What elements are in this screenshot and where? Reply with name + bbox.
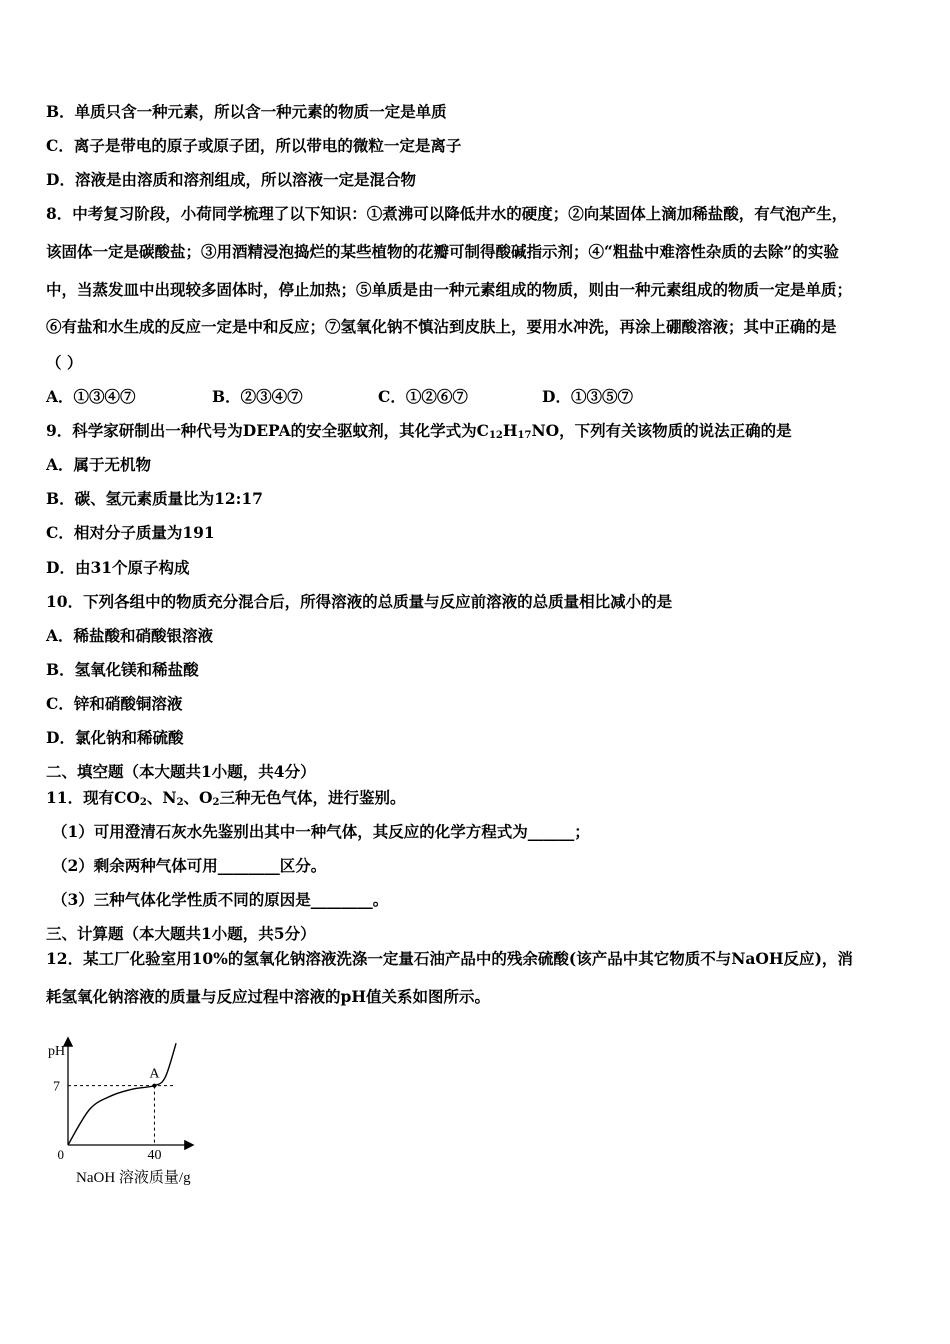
q9-option-d: D．由31个原子构成 [46, 558, 190, 577]
q9-option-b: B．碳、氢元素质量比为12:17 [46, 489, 263, 508]
q11-part-3: （3）三种气体化学性质不同的原因是________。 [52, 890, 389, 909]
q10-option-a: A．稀盐酸和硝酸银溶液 [46, 626, 214, 645]
x-axis-label: NaOH 溶液质量/g [76, 1170, 191, 1186]
point-a-marker [152, 1084, 156, 1088]
q10-option-c: C．锌和硝酸铜溶液 [46, 694, 183, 713]
q11-part-1: （1）可用澄清石灰水先鉴别出其中一种气体，其反应的化学方程式为______； [52, 822, 590, 841]
ph-titration-chart [40, 1035, 230, 1195]
y-tick-label: 7 [53, 1079, 60, 1095]
q8-answer-blank: （ ） [46, 353, 83, 372]
section-fill-in-heading: 二、填空题（本大题共1小题，共4分） [46, 762, 316, 781]
q7-option-d: D．溶液是由溶质和溶剂组成，所以溶液一定是混合物 [46, 170, 416, 189]
q8-option-c: C．①②⑥⑦ [378, 387, 468, 406]
q10-option-b: B．氢氧化镁和稀盐酸 [46, 660, 199, 679]
section-calculation-heading: 三、计算题（本大题共1小题，共5分） [46, 924, 316, 943]
q11-part-2: （2）剩余两种气体可用________区分。 [52, 856, 327, 875]
origin-label: 0 [57, 1147, 64, 1162]
q11-stem: 11．现有$CO_2$、$N_2$、$O_2$三种无色气体，进行鉴别。 [46, 788, 406, 808]
ph-curve [68, 1043, 176, 1145]
q8-stem-line-2: 该固体一定是碳酸盐；③用酒精浸泡捣烂的某些植物的花瓣可制得酸碱指示剂；④“粗盐中难溶性杂质的去除”的实验 [46, 242, 839, 261]
q9-option-c: C．相对分子质量为191 [46, 523, 215, 542]
q8-stem-line-3: 中，当蒸发皿中出现较多固体时，停止加热；⑤单质是由一种元素组成的物质，则由一种元素组成的物质一定是单质； [46, 280, 853, 299]
y-axis-label: pH [48, 1044, 66, 1059]
q7-option-b: B．单质只含一种元素，所以含一种元素的物质一定是单质 [46, 102, 447, 121]
q10-stem: 10．下列各组中的物质充分混合后，所得溶液的总质量与反应前溶液的总质量相比减小的是 [46, 592, 673, 611]
q8-stem-line-1: 8．中考复习阶段，小荷同学梳理了以下知识：①煮沸可以降低井水的硬度；②向某固体上滴加稀盐酸，有气泡产生， [46, 204, 848, 223]
q8-option-d: D．①③⑤⑦ [542, 387, 633, 406]
q9-stem: 9．科学家研制出一种代号为DEPA的安全驱蚊剂，其化学式为$C_{12}H_{17}NO$，下列有关该物质的说法正确的是 [46, 421, 792, 441]
q7-option-c: C．离子是带电的原子或原子团，所以带电的微粒一定是离子 [46, 136, 462, 155]
q8-option-a: A．①③④⑦ [46, 387, 136, 406]
point-a-label: A [149, 1066, 160, 1082]
q10-option-d: D．氯化钠和稀硫酸 [46, 728, 184, 747]
q9-option-a: A．属于无机物 [46, 455, 152, 474]
q12-stem-line-1: 12．某工厂化验室用10%的氢氧化钠溶液洗涤一定量石油产品中的残余硫酸(该产品中其它物质不与NaOH反应)，消 [46, 949, 853, 968]
q8-stem-line-4: ⑥有盐和水生成的反应一定是中和反应；⑦氢氧化钠不慎沾到皮肤上，要用水冲洗，再涂上硼酸溶液；其中正确的是 [46, 317, 837, 336]
q8-option-b: B．②③④⑦ [212, 387, 303, 406]
x-tick-label: 40 [147, 1148, 162, 1163]
q12-stem-line-2: 耗氢氧化钠溶液的质量与反应过程中溶液的pH值关系如图所示。 [46, 987, 490, 1006]
